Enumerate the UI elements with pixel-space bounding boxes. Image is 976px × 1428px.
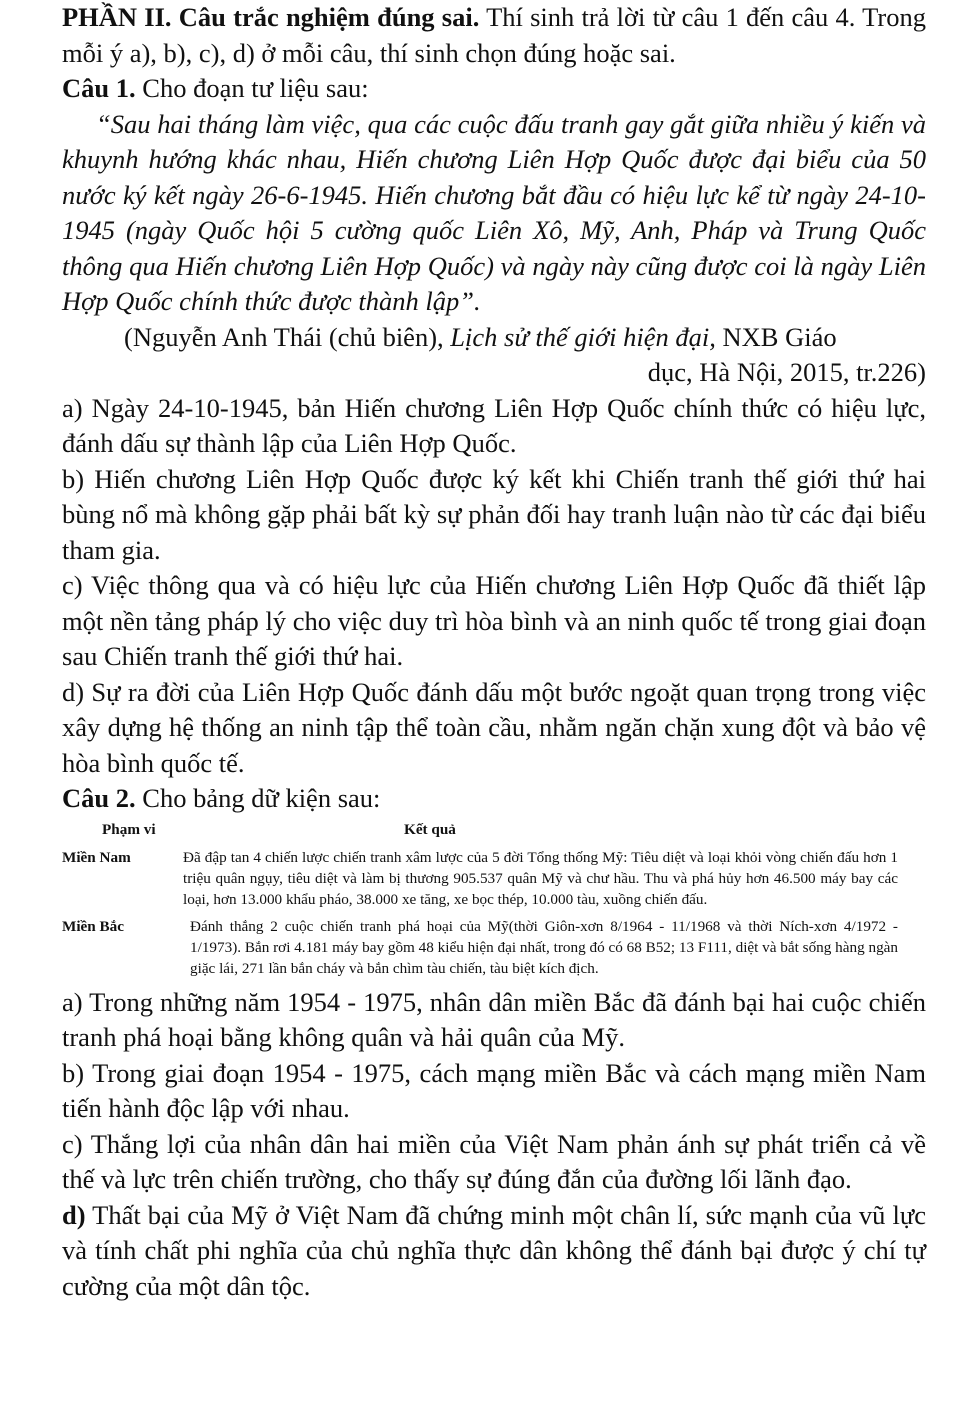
question-2-prompt: Cho bảng dữ kiện sau: [142, 783, 381, 813]
question-1-source-end: dục, Hà Nội, 2015, tr.226) [647, 357, 926, 387]
option-d-text: Thất bại của Mỹ ở Việt Nam đã chứng minh một chân lí, sức mạnh của vũ lực và tính chất phi nghĩa của chủ nghĩa thực dân không thể đánh bại được ý chí tự cường của một dân tộc. [62, 1199, 926, 1301]
question-1-quote: “Sau hai tháng làm việc, qua các cuộc đấu tranh gay gắt giữa nhiều ý kiến và khuynh hướng khác nhau, Hiến chương Liên Hợp Quốc được đại biểu của 50 nước ký kết ngày 26-6-1945. Hiến chương bắt đầu có hiệu lực kể từ ngày 24-10-1945 (ngày Quốc hội 5 cường quốc Liên Xô, Mỹ, Anh, Pháp và Trung Quốc thông qua Hiến chương Liên Hợp Quốc) và ngày này cũng được coi là ngày Liên Hợp Quốc chính thức được thành lập”. [62, 108, 926, 316]
question-2-option-b: b) Trong giai đoạn 1954 - 1975, cách mạng miền Bắc và cách mạng miền Nam tiến hành độc lập với nhau. [62, 1057, 926, 1123]
question-1-prompt: Cho đoạn tư liệu sau: [142, 73, 369, 103]
question-1-source [62, 320, 926, 356]
question-2-option-a: a) Trong những năm 1954 - 1975, nhân dân miền Bắc đã đánh bại hai cuộc chiến tranh phá hoại bằng không quân và hải quân của Mỹ. [62, 986, 926, 1052]
part-header [62, 0, 926, 71]
question-1-label: Câu 1. [62, 73, 136, 103]
part-title: PHẦN II. Câu trắc nghiệm đúng sai. [62, 2, 480, 32]
question-2-option-d [62, 1198, 926, 1305]
option-d-label: d) [62, 1199, 86, 1230]
table-cell-scope: Miền Bắc [62, 917, 125, 935]
question-2-option-c: c) Thắng lợi của nhân dân hai miền của Việt Nam phản ánh sự phát triển cả về thế và lực trên chiến trường, cho thấy sự đúng đắn của đường lối lãnh đạo. [62, 1128, 926, 1194]
table-header-row [62, 819, 926, 840]
table-row [62, 847, 926, 910]
table-row [62, 916, 926, 979]
question-1-option-d: d) Sự ra đời của Liên Hợp Quốc đánh dấu một bước ngoặt quan trọng trong việc xây dựng hệ thống an ninh tập thể toàn cầu, nhằm ngăn chặn xung đột và bảo vệ hòa bình quốc tế. [62, 676, 926, 778]
question-2-label: Câu 2. [62, 783, 136, 813]
table-header-result: Kết quả [404, 820, 456, 838]
source-author: (Nguyễn Anh Thái (chủ biên), [124, 321, 451, 352]
part-instructions: Thí sinh trả lời từ câu 1 đến câu 4. Trong mỗi ý a), b), c), d) ở mỗi câu, thí sinh chọn đúng hoặc sai. [62, 2, 926, 68]
question-2-heading [62, 781, 926, 817]
question-1-option-a: a) Ngày 24-10-1945, bản Hiến chương Liên Hợp Quốc chính thức có hiệu lực, đánh dấu sự thành lập của Liên Hợp Quốc. [62, 392, 926, 458]
question-1-option-c: c) Việc thông qua và có hiệu lực của Hiến chương Liên Hợp Quốc đã thiết lập một nền tảng pháp lý cho việc duy trì hòa bình và an ninh quốc tế trong giai đoạn sau Chiến tranh thế giới thứ hai. [62, 570, 926, 671]
table-header-scope: Phạm vi [102, 820, 156, 838]
question-1-option-b: b) Hiến chương Liên Hợp Quốc được ký kết khi Chiến tranh thế giới thứ hai bùng nổ mà không gặp phải bất kỳ sự phản đối hay tranh luận nào từ các đại biểu tham gia. [62, 463, 926, 565]
question-1-heading [62, 71, 926, 107]
data-table [62, 819, 926, 979]
table-cell-result: Đã đập tan 4 chiến lược chiến tranh xâm lược của 5 đời Tổng thống Mỹ: Tiêu diệt và loại khỏi vòng chiến đấu hơn 1 triệu quân ngụy, tiêu diệt và làm bị thương 905.537 quân Mỹ và chư hầu. Thu và phá hủy hơn 46.500 máy bay các loại, hơn 13.000 khẩu pháo, 38.000 xe tăng, xe bọc thép, 10.000 tàu, xuồng chiến đấu. [183, 848, 898, 908]
source-publisher: NXB Giáo [715, 321, 837, 352]
table-cell-result: Đánh thắng 2 cuộc chiến tranh phá hoại của Mỹ(thời Giôn-xơn 8/1964 - 11/1968 và thời Ních-xơn 4/1972 - 1/1973). Bắn rơi 4.181 máy bay gồm 48 kiểu hiện đại nhất, trong đó có 68 B52; 13 F111, diệt và bắt sống hàng ngàn giặc lái, 271 lần bắn cháy và bắn chìm tàu chiến, tàu biệt kích địch. [190, 917, 898, 977]
source-book: Lịch sử thế giới hiện đại, [450, 321, 716, 352]
table-cell-scope: Miền Nam [62, 848, 131, 866]
